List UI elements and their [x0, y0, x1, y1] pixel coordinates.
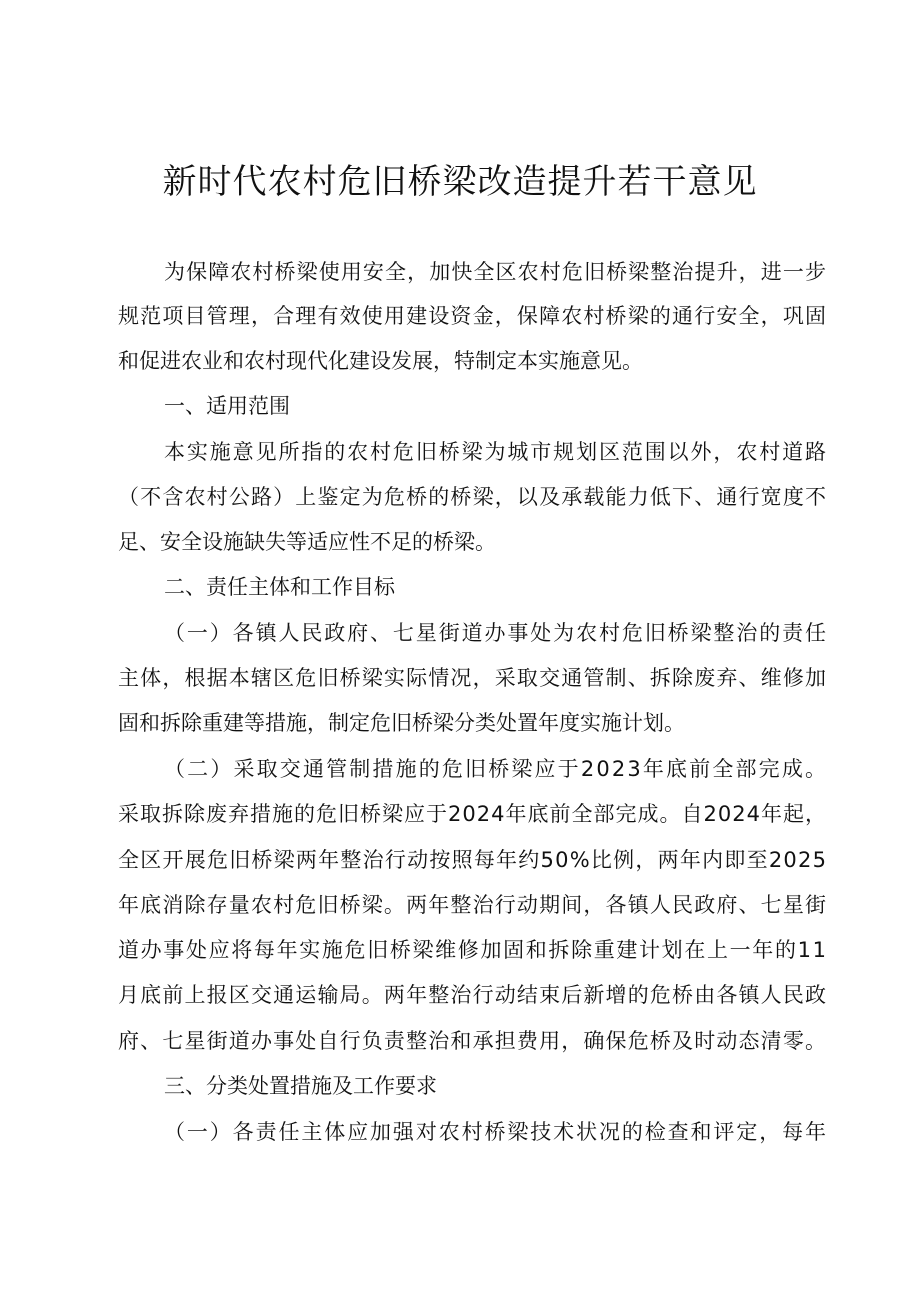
paragraph-line: 足、安全设施缺失等适应性不足的桥梁。 — [118, 530, 496, 554]
paragraph-line: 本实施意见所指的农村危旧桥梁为城市规划区范围以外，农村道路 — [164, 440, 828, 464]
paragraph-line: 年底消除存量农村危旧桥梁。两年整治行动期间，各镇人民政府、七星街 — [118, 893, 828, 917]
paragraph-line: （二）采取交通管制措施的危旧桥梁应于2023年底前全部完成。 — [164, 757, 829, 781]
paragraph-line: （一）各镇人民政府、七星街道办事处为农村危旧桥梁整治的责任 — [164, 621, 828, 645]
paragraph-line: （一）各责任主体应加强对农村桥梁技术状况的检查和评定，每年 — [164, 1120, 828, 1144]
section-heading: 三、分类处置措施及工作要求 — [164, 1074, 437, 1098]
paragraph-line: 主体，根据本辖区危旧桥梁实际情况，采取交通管制、拆除废弃、维修加 — [118, 666, 828, 690]
section-heading: 二、责任主体和工作目标 — [164, 575, 395, 599]
section-heading: 一、适用范围 — [164, 394, 290, 418]
paragraph-line: 道办事处应将每年实施危旧桥梁维修加固和拆除重建计划在上一年的11 — [118, 938, 828, 962]
paragraph-line: 为保障农村桥梁使用安全，加快全区农村危旧桥梁整治提升，进一步 — [164, 260, 828, 284]
paragraph-line: 和促进农业和农村现代化建设发展，特制定本实施意见。 — [118, 349, 643, 373]
paragraph-line: 固和拆除重建等措施，制定危旧桥梁分类处置年度实施计划。 — [118, 711, 685, 735]
paragraph-line: 府、七星街道办事处自行负责整治和承担费用，确保危桥及时动态清零。 — [118, 1029, 828, 1053]
paragraph-line: 规范项目管理，合理有效使用建设资金，保障农村桥梁的通行安全，巩固 — [118, 304, 828, 328]
paragraph-line: 采取拆除废弃措施的危旧桥梁应于2024年底前全部完成。自2024年起， — [118, 802, 827, 826]
paragraph-line: 月底前上报区交通运输局。两年整治行动结束后新增的危桥由各镇人民政 — [118, 983, 828, 1007]
paragraph-line: （不含农村公路）上鉴定为危桥的桥梁，以及承载能力低下、通行宽度不 — [118, 485, 828, 509]
paragraph-line: 全区开展危旧桥梁两年整治行动按照每年约50%比例，两年内即至2025 — [118, 848, 828, 872]
document-title: 新时代农村危旧桥梁改造提升若干意见 — [162, 162, 758, 202]
